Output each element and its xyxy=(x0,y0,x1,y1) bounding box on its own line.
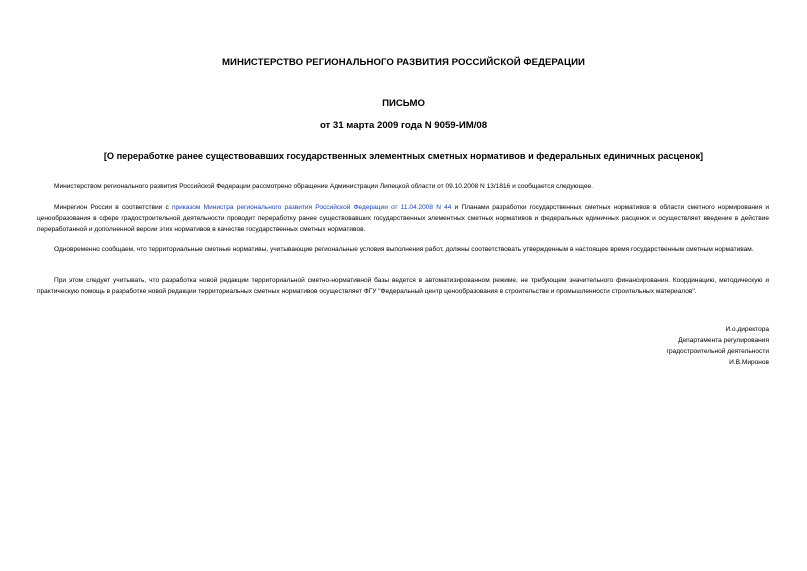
ministry-heading: МИНИСТЕРСТВО РЕГИОНАЛЬНОГО РАЗВИТИЯ РОССИЙСКОЙ ФЕДЕРАЦИИ xyxy=(222,57,585,68)
signature-department-cont: градостроительной деятельности xyxy=(666,348,769,355)
signature-position: И.о.директора xyxy=(725,326,769,333)
paragraph-2 xyxy=(37,202,769,235)
order-44-link[interactable]: приказом Министра регионального развития Российской Федерации от 11.04.2008 N 44 xyxy=(171,204,452,211)
document-title: [О переработке ранее существовавших государственных элементных сметных нормативов и федеральных единичных расценок] xyxy=(103,151,704,161)
paragraph-4: При этом следует учитывать, что разработка новой редакции территориальной сметно-нормативной базы ведется в автоматизированном режиме, не требующем значительного финансирования. Координацию, методическую и практическую помощь в разработке новой редакции территориальных сметных нормативов осуществляет ФГУ "Федеральный центр ценообразования в строительстве и промышленности строительных материалов". xyxy=(37,277,769,295)
signature-name: И.В.Миронов xyxy=(729,359,769,366)
document-type: ПИСЬМО xyxy=(382,98,425,109)
paragraph-3: Одновременно сообщаем, что территориальные сметные нормативы, учитывающие региональные условия выполнения работ, должны соответствовать утвержденным в настоящее время государственным сметным нормативам. xyxy=(54,246,754,253)
paragraph-1: Министерством регионального развития Российской Федерации рассмотрено обращение Администрации Липецкой области от 09.10.2008 N 13/1816 и сообщается следующее. xyxy=(54,183,593,190)
paragraph-2-intro: Минрегион России в соответствии с xyxy=(54,204,172,211)
document-date-number: от 31 марта 2009 года N 9059-ИМ/08 xyxy=(319,120,488,131)
paragraph-2-rest: и Планами разработки государственных сметных нормативов в области сметного нормирования и ценообразования в сфере градостроительной деятельности проводит переработку ранее существовавших государственных элементных сметных нормативов и федеральных единичных расценок и осуществляет введение в действие переработанной и дополненной версии этих нормативов в качестве государственных сметных нормативов. xyxy=(37,204,769,233)
signature-department: Департамента регулирования xyxy=(678,337,769,344)
